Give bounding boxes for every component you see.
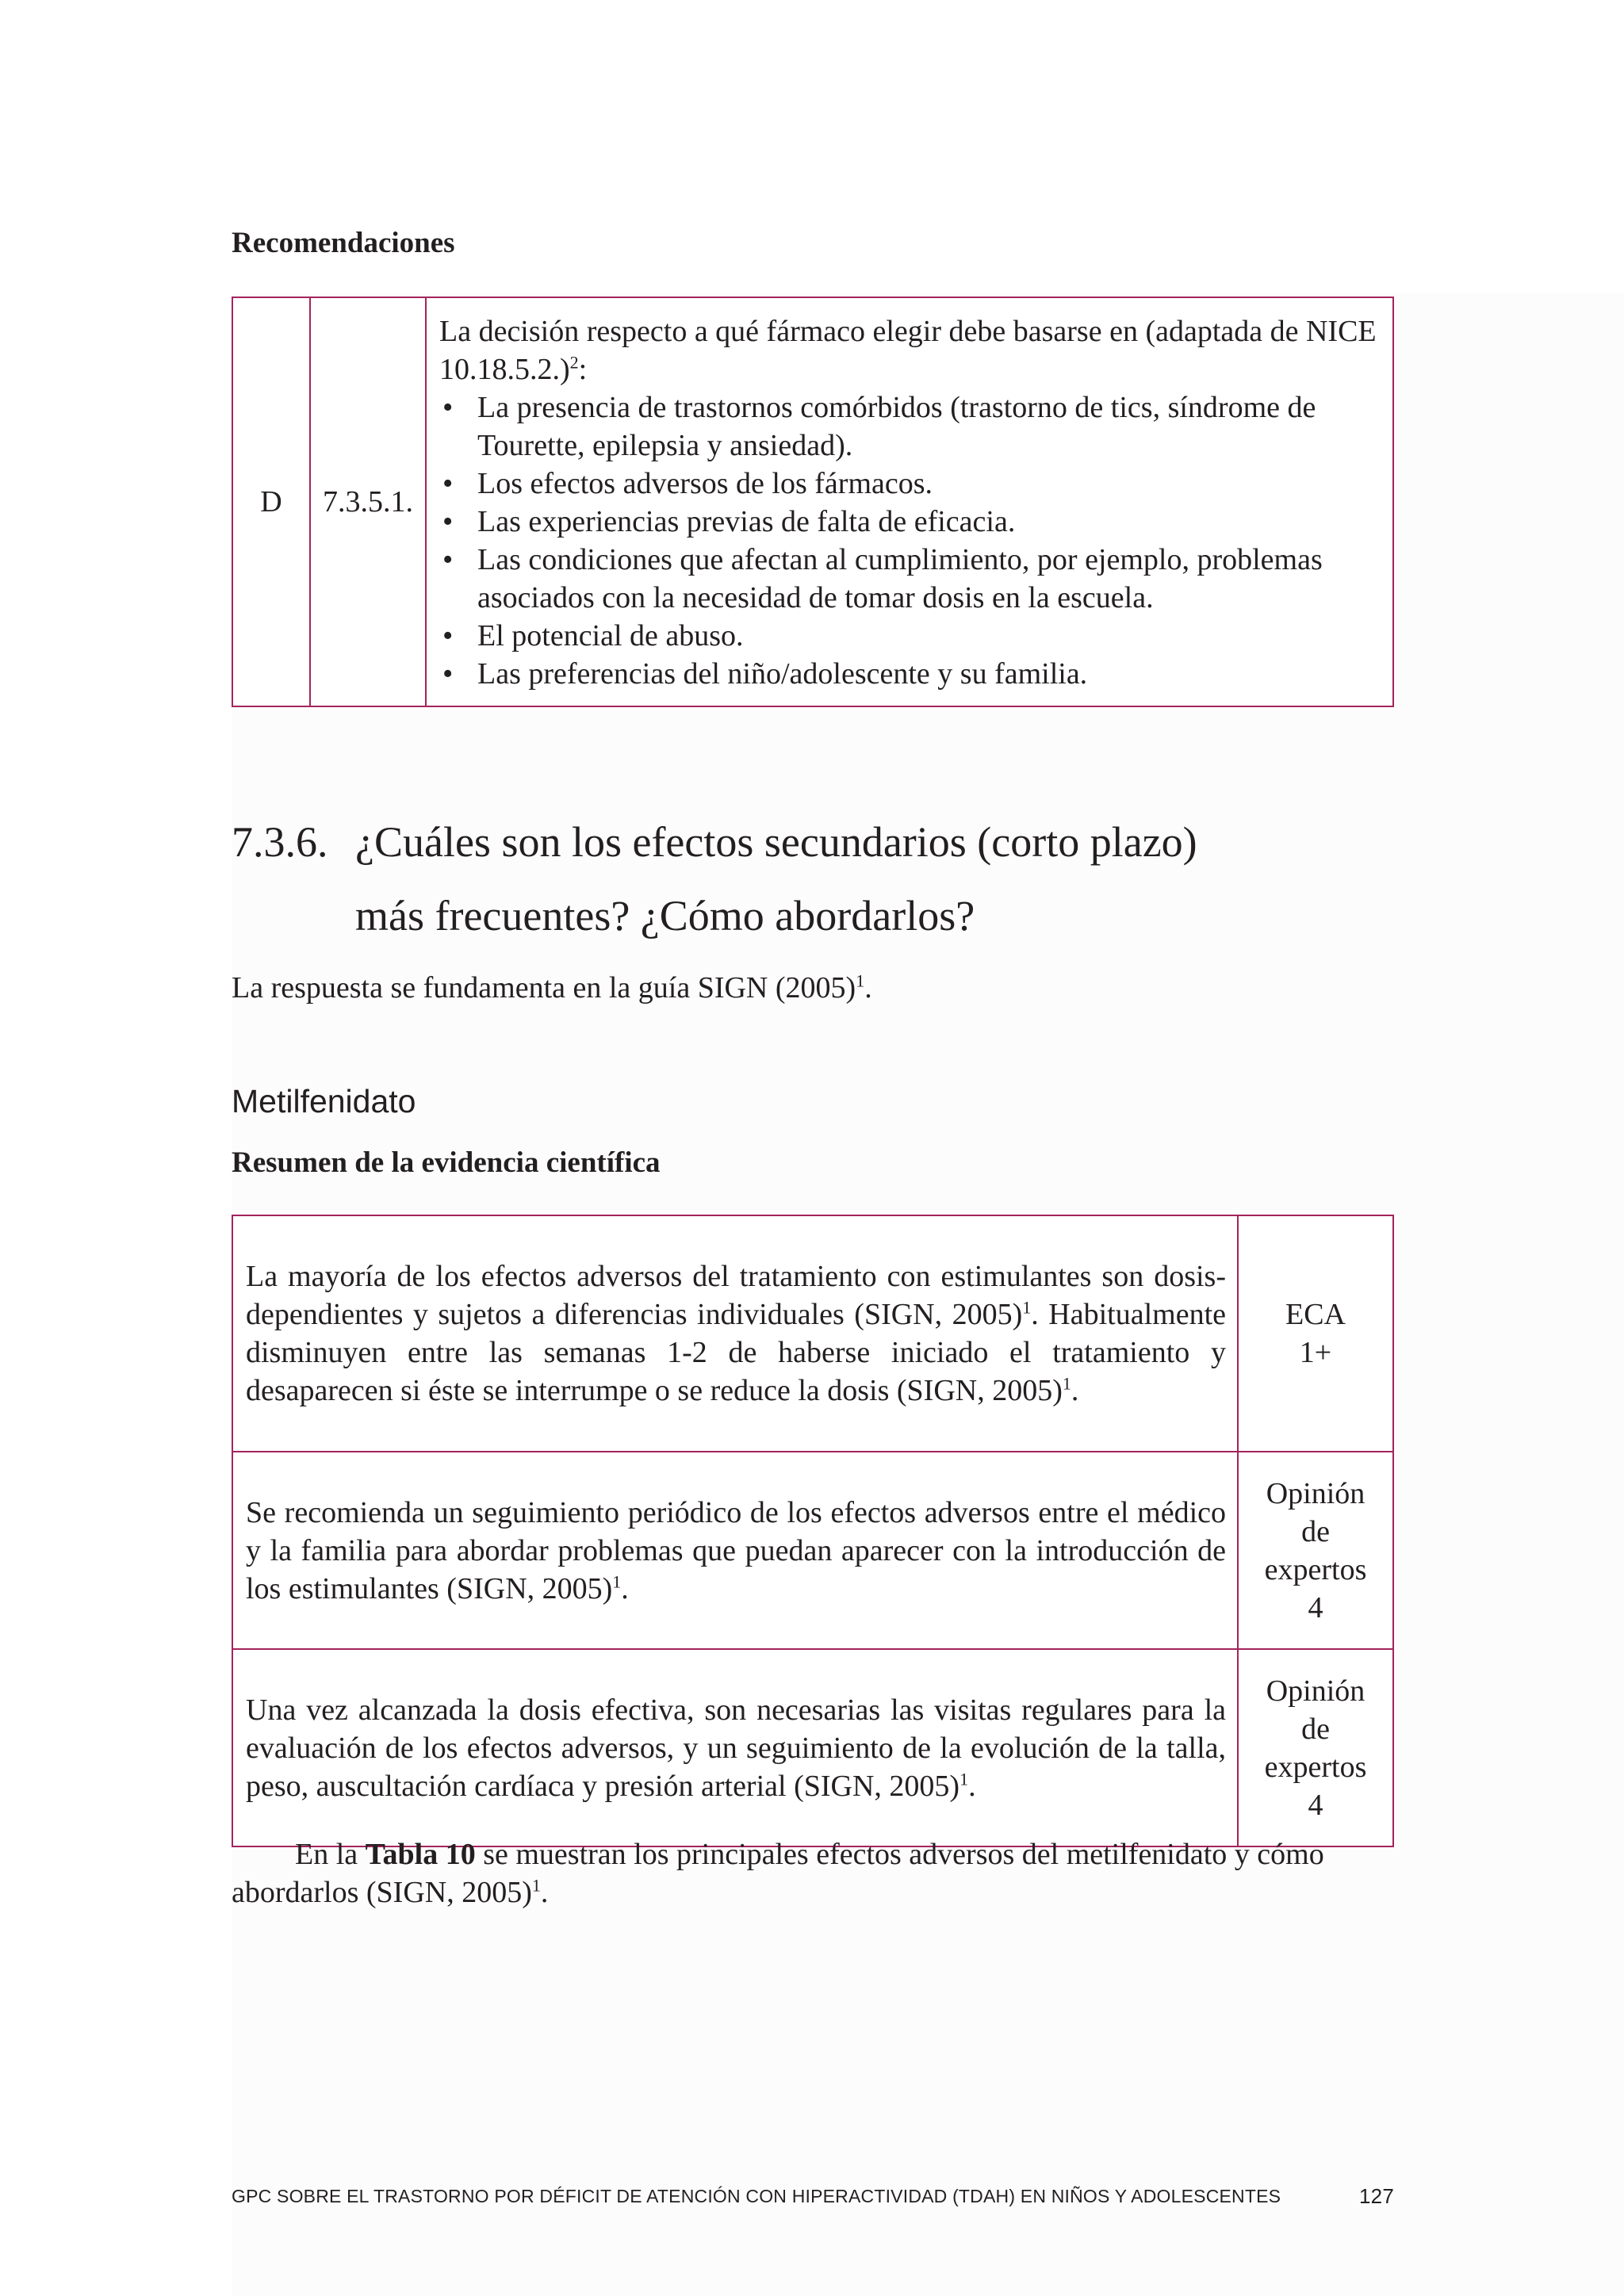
recommendation-row xyxy=(232,297,1393,706)
section-intro xyxy=(232,969,872,1007)
evidence-level-line: expertos xyxy=(1264,1552,1367,1586)
evidence-text-part: La mayoría de los efectos adversos del tratamiento con estimulantes son dosis-dependientes y sujetos a diferencias individuales (SIGN, 2005) xyxy=(246,1260,1226,1331)
section-intro-text: La respuesta se fundamenta en la guía SIGN (2005) xyxy=(232,971,856,1004)
evidence-level xyxy=(1238,1215,1393,1452)
recommendation-list xyxy=(439,388,1381,693)
citation-sup: 1 xyxy=(612,1571,622,1591)
evidence-table xyxy=(232,1215,1394,1847)
evidence-level-line: 4 xyxy=(1308,1788,1323,1822)
evidence-text-part: . xyxy=(1071,1374,1079,1407)
list-item: • Las condiciones que afectan al cumplimiento, por ejemplo, problemas asociados con la necesidad de tomar dosis en la escuela. xyxy=(439,541,1381,617)
recommendation-intro-end: : xyxy=(578,353,588,386)
table-row xyxy=(232,1215,1393,1452)
citation-sup: 1 xyxy=(856,970,865,991)
closing-text-part: En la xyxy=(295,1838,366,1871)
citation-sup: 1 xyxy=(959,1768,969,1789)
evidence-level-line: 1+ xyxy=(1299,1336,1332,1369)
recommendation-intro xyxy=(439,312,1381,388)
recommendation-intro-text: La decisión respecto a qué fármaco elegir debe basarse en (adaptada de NICE 10.18.5.2.) xyxy=(439,315,1377,386)
evidence-text xyxy=(232,1215,1238,1452)
citation-sup: 1 xyxy=(1022,1297,1032,1318)
list-item: • La presencia de trastornos comórbidos (trastorno de tics, síndrome de Tourette, epilepsia y ansiedad). xyxy=(439,388,1381,465)
evidence-text-part: . Habitualmente disminuyen entre las semanas 1-2 de haberse iniciado el tratamiento y desaparecen si éste se interrumpe o se reduce la dosis (SIGN, 2005) xyxy=(246,1298,1227,1407)
closing-paragraph xyxy=(232,1835,1394,1911)
subsection-title: Metilfenidato xyxy=(232,1083,416,1119)
table-reference: Tabla 10 xyxy=(365,1838,476,1871)
citation-sup: 1 xyxy=(1062,1373,1071,1394)
section-intro-end: . xyxy=(864,971,872,1004)
recommendations-heading: Recomendaciones xyxy=(232,227,455,259)
table-row xyxy=(232,1452,1393,1649)
evidence-text xyxy=(232,1452,1238,1649)
evidence-level-line: de xyxy=(1301,1712,1330,1746)
evidence-level-line: Opinión xyxy=(1266,1674,1365,1708)
section-title-line1: ¿Cuáles son los efectos secundarios (corto plazo) xyxy=(355,818,1197,866)
list-item: • Las experiencias previas de falta de eficacia. xyxy=(439,503,1381,541)
evidence-text xyxy=(232,1649,1238,1846)
section-title-line2: más frecuentes? ¿Cómo abordarlos? xyxy=(355,892,975,939)
evidence-level-line: de xyxy=(1301,1514,1330,1548)
evidence-level xyxy=(1238,1452,1393,1649)
list-item: • Los efectos adversos de los fármacos. xyxy=(439,465,1381,503)
running-title: GPC SOBRE EL TRASTORNO POR DÉFICIT DE ATENCIÓN CON HIPERACTIVIDAD (TDAH) EN NIÑOS Y ADOLESCENTES xyxy=(232,2186,1281,2206)
recommendation-grade: D xyxy=(232,297,310,706)
page-number: 127 xyxy=(1359,2184,1394,2208)
closing-text-part: . xyxy=(540,1876,549,1909)
list-item: • Las preferencias del niño/adolescente y su familia. xyxy=(439,655,1381,693)
recommendations-table xyxy=(232,297,1394,707)
recommendation-text xyxy=(426,297,1393,706)
evidence-level-line: Opinión xyxy=(1266,1476,1365,1510)
closing-text-part: se muestran los principales efectos adversos del metilfenidato y cómo abordarlos (SIGN, 2005) xyxy=(232,1838,1324,1909)
citation-sup: 1 xyxy=(531,1875,541,1896)
evidence-level-line: 4 xyxy=(1308,1590,1323,1624)
evidence-level xyxy=(1238,1649,1393,1846)
recommendation-code: 7.3.5.1. xyxy=(310,297,426,706)
table-row xyxy=(232,1649,1393,1846)
evidence-level-line: expertos xyxy=(1264,1750,1367,1784)
section-number: 7.3.6. xyxy=(232,818,328,866)
list-item: • El potencial de abuso. xyxy=(439,617,1381,655)
evidence-text-part: . xyxy=(968,1769,976,1803)
citation-sup: 2 xyxy=(569,352,579,373)
evidence-text-part: Se recomienda un seguimiento periódico de los efectos adversos entre el médico y la familia para abordar problemas que puedan aparecer con la introducción de los estimulantes (SIGN, 2005) xyxy=(246,1495,1226,1605)
evidence-text-part: Una vez alcanzada la dosis efectiva, son necesarias las visitas regulares para la evaluación de los efectos adversos, y un seguimiento de la evolución de la talla, peso, auscultación cardíaca y presión arterial (SIGN, 2005) xyxy=(246,1693,1226,1803)
evidence-level-line: ECA xyxy=(1285,1298,1346,1331)
evidence-text-part: . xyxy=(621,1571,629,1605)
evidence-heading: Resumen de la evidencia científica xyxy=(232,1146,661,1179)
page-footer xyxy=(232,2186,1394,2207)
